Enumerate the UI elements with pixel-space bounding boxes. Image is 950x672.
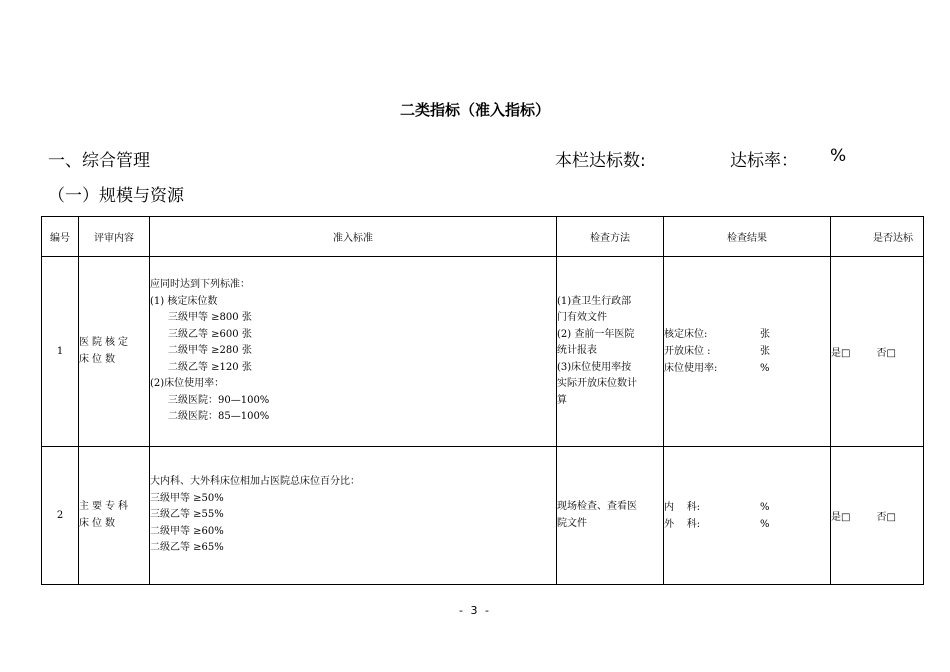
row-result	[664, 447, 831, 585]
row-topic	[79, 257, 150, 447]
row-number: 1	[42, 257, 79, 447]
standard-line: (1) 核定床位数	[150, 295, 218, 307]
standard-line: 二级甲等 ≥60%	[150, 525, 224, 537]
row-topic	[79, 447, 150, 585]
table-row	[42, 257, 924, 447]
row-method	[557, 257, 664, 447]
header-standard: 准入标准	[150, 217, 557, 257]
result-unit[interactable]: 张	[760, 346, 770, 357]
method-line: 门有效文件	[557, 312, 607, 324]
pass-rate-unit: %	[830, 146, 847, 166]
row-pass	[831, 257, 924, 447]
standard-line: 二级甲等 ≥280 张	[168, 345, 252, 357]
table-header-row	[42, 217, 924, 257]
method-line: 现场检查、查看医	[557, 501, 637, 512]
standard-line: 二级医院：85—100%	[168, 411, 270, 423]
standard-line: (2)床位使用率：	[150, 378, 225, 390]
result-line	[664, 516, 830, 533]
header-pass: 是否达标	[831, 217, 924, 257]
result-unit[interactable]: %	[760, 363, 770, 374]
method-line: 院文件	[557, 517, 587, 529]
pass-no-checkbox[interactable]: 否□	[876, 512, 896, 523]
row-result	[664, 257, 831, 447]
row-method	[557, 447, 664, 585]
table-row	[42, 447, 924, 585]
result-line	[664, 499, 830, 516]
header-number: 编号	[42, 217, 79, 257]
row-standard	[150, 257, 557, 447]
row-standard	[150, 447, 557, 585]
result-line	[664, 343, 830, 360]
standard-line: 二级乙等 ≥65%	[150, 542, 224, 554]
row-number: 2	[42, 447, 79, 585]
criteria-table	[41, 216, 924, 585]
standard-line: 三级医院：90—100%	[168, 394, 270, 406]
pass-yes-checkbox[interactable]: 是□	[831, 512, 851, 523]
pass-count-label: 本栏达标数:	[555, 151, 646, 171]
method-line: 统计报表	[557, 345, 597, 357]
header-result: 检查结果	[664, 217, 831, 257]
method-line: 实际开放床位数计	[557, 378, 637, 390]
section-heading: 一、综合管理	[48, 151, 150, 171]
standard-line: 应同时达到下列标准：	[150, 279, 250, 291]
result-label: 核定床位:	[664, 329, 708, 340]
pass-no-checkbox[interactable]: 否□	[876, 348, 896, 359]
standard-line: 大内科、大外科床位相加占医院总床位百分比：	[150, 476, 360, 488]
header-method: 检查方法	[557, 217, 664, 257]
standard-line: 三级甲等 ≥50%	[150, 492, 224, 504]
method-line: 算	[557, 394, 567, 406]
topic-line: 床位数	[79, 353, 118, 365]
method-line: (3)床位使用率按	[557, 361, 632, 373]
topic-line: 医院核定	[79, 337, 131, 348]
result-line	[664, 326, 830, 343]
method-line: (2) 查前一年医院	[557, 328, 635, 340]
result-label: 内 科:	[664, 501, 701, 513]
topic-line: 床位数	[79, 517, 118, 529]
row-pass	[831, 447, 924, 585]
pass-yes-checkbox[interactable]: 是□	[831, 348, 851, 359]
topic-line: 主要专科	[79, 501, 131, 512]
result-label: 床位使用率:	[664, 363, 718, 374]
result-unit[interactable]: %	[760, 501, 770, 513]
page-number: - 3 -	[459, 604, 491, 617]
document-title: 二类指标（准入指标）	[399, 101, 550, 119]
standard-line: 三级乙等 ≥55%	[150, 509, 224, 521]
pass-rate-label: 达标率：	[730, 151, 798, 171]
result-line	[664, 360, 830, 377]
standard-line: 三级甲等 ≥800 张	[168, 312, 252, 324]
result-label: 外 科:	[664, 518, 701, 530]
header-topic: 评审内容	[79, 217, 150, 257]
standard-line: 二级乙等 ≥120 张	[168, 361, 252, 373]
subsection-heading: （一）规模与资源	[48, 186, 184, 206]
result-label: 开放床位 :	[664, 346, 711, 357]
method-line: (1)查卫生行政部	[557, 295, 632, 307]
result-unit[interactable]: %	[760, 518, 770, 530]
standard-line: 三级乙等 ≥600 张	[168, 328, 252, 340]
result-unit[interactable]: 张	[760, 329, 770, 340]
